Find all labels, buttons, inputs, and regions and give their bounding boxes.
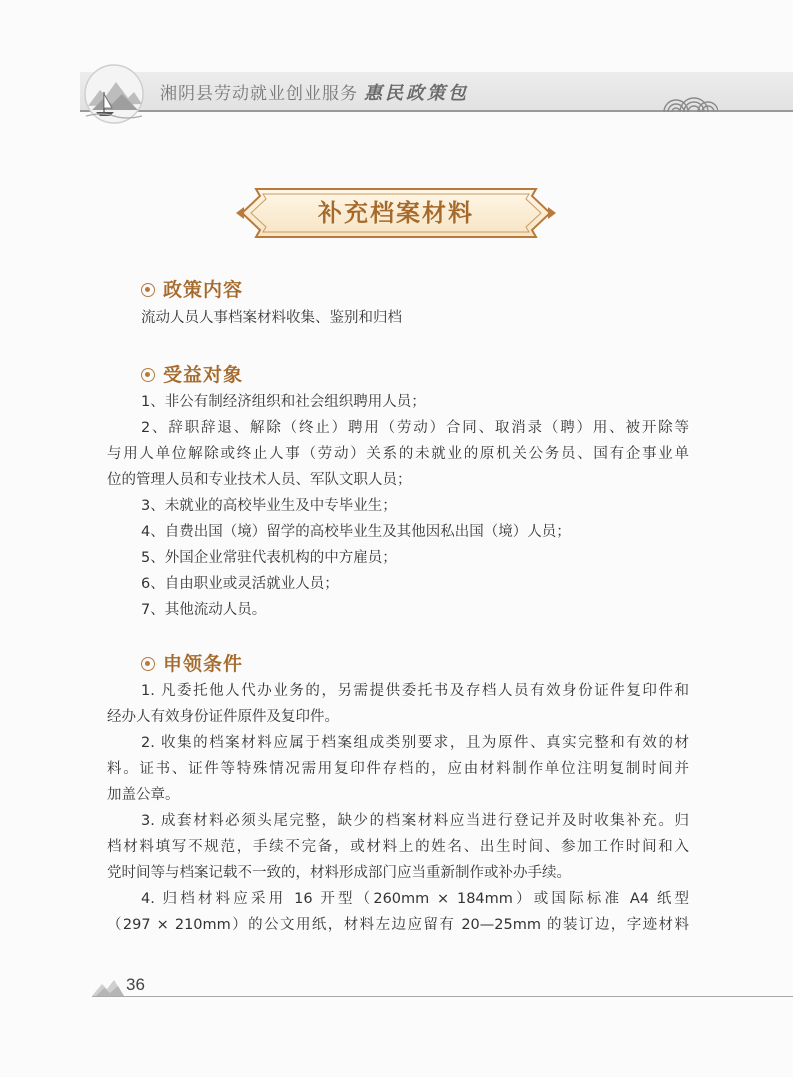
condition-line: 3. 成套材料必须头尾完整，缺少的档案材料应当进行登记并及时收集补充。归 [141,813,689,829]
condition-line: 2. 收集的档案材料应属于档案组成类别要求，且为原件、真实完整和有效的材 [141,735,689,751]
section-heading-text: 政策内容 [163,279,244,301]
condition-line: 党时间等与档案记载不一致的，材料形成部门应当重新制作或补办手续。 [107,865,571,881]
page-number: 36 [126,975,145,994]
beneficiary-line: 3、未就业的高校毕业生及中专毕业生； [141,498,397,514]
wave-ornament-icon [662,86,718,112]
condition-line: 1. 凡委托他人代办业务的，另需提供委托书及存档人员有效身份证件复印件和 [141,683,689,699]
section-heading-text: 申领条件 [163,653,244,675]
circle-bullet-icon [141,657,155,671]
circle-bullet-icon [141,283,155,297]
mountain-icon [92,976,124,998]
policy-line: 流动人员人事档案材料收集、鉴别和归档 [141,310,402,326]
beneficiary-line: 7、其他流动人员。 [141,602,267,618]
condition-line: 档材料填写不规范，手续不完备，或材料上的姓名、出生时间、参加工作时间和入 [107,839,689,855]
section-heading-beneficiaries [141,360,243,387]
beneficiary-line: 4、自费出国（境）留学的高校毕业生及其他因私出国（境）人员； [141,524,571,540]
condition-line: 料。证书、证件等特殊情况需用复印件存档的，应由材料制作单位注明复制时间并 [107,761,689,777]
beneficiary-line: 1、非公有制经济组织和社会组织聘用人员； [141,394,426,410]
beneficiary-line: 位的管理人员和专业技术人员、军队文职人员； [107,472,412,488]
beneficiary-line: 6、自由职业或灵活就业人员； [141,576,339,592]
condition-line: 4. 归档材料应采用 16 开型（260mm × 184mm）或国际标准 A4 纸型 [141,891,689,907]
section-heading-text: 受益对象 [163,364,244,386]
circle-bullet-icon [141,368,155,382]
header-title-text: 湘阴县劳动就业创业服务 [160,84,358,104]
condition-line: 经办人有效身份证件原件及复印件。 [107,709,339,725]
condition-line: （297 × 210mm）的公文用纸，材料左边应留有 20—25mm 的装订边，字迹材料 [107,917,689,933]
footer-rule [92,996,793,997]
page-title: 补充档案材料 [318,199,474,227]
section-heading-policy [141,275,243,302]
header-title [160,79,469,105]
landscape-logo-icon [82,62,146,126]
condition-line: 加盖公章。 [107,787,180,803]
beneficiary-line: 与用人单位解除或终止人事（劳动）关系的未就业的原机关公务员、国有企事业单 [107,446,689,462]
header-brand: 惠民政策包 [364,83,469,104]
beneficiary-line: 2、辞职辞退、解除（终止）聘用（劳动）合同、取消录（聘）用、被开除等 [141,420,689,436]
section-heading-conditions [141,649,243,676]
beneficiary-line: 5、外国企业常驻代表机构的中方雇员； [141,550,397,566]
